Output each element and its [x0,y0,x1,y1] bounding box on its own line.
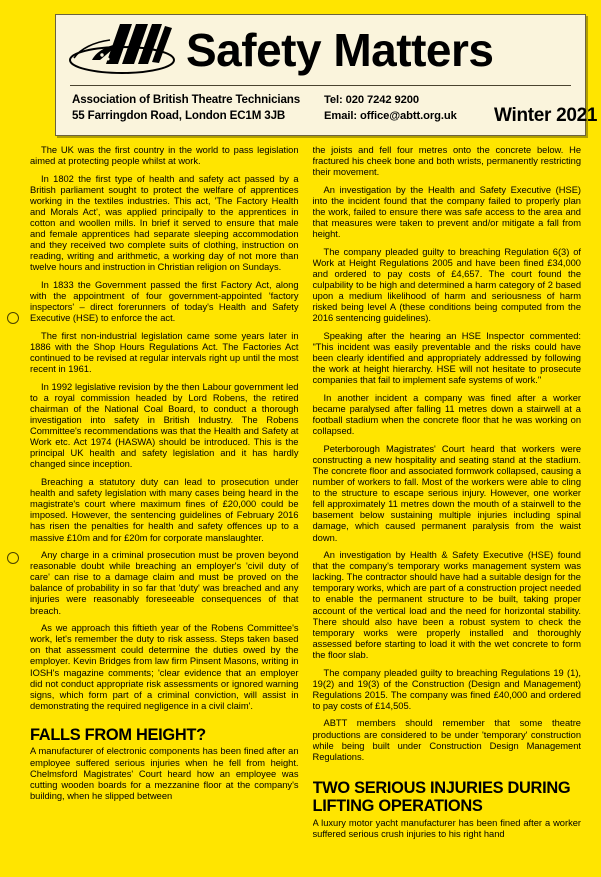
paragraph: In 1802 the first type of health and safety act passed by a British parliament sought to protect the welfare of apprentices working in the textiles industries. This act, 'The Factory Health and Morals Act', was applied principally to the apprentices in cotton and woollen mills. In brief it served to ensure that male and female apprentices had separate sleeping accommodation and they received two complete suits of clothing, instruction on reading, writing and arithmetic, a working day of not more than twelve hours and instruction in Christian religion on Sundays. [30,173,299,273]
paragraph: The company pleaded guilty to breaching Regulation 6(3) of Work at Height Regulations 2005 and have been fined £34,000 and ordered to pay costs of £4,657. The court found the culpability to be high and determined a harm category of 2 based upon a medium likelihood of harm and seriousness of harm risked being level A (these conditions being computed from the 2016 sentencing guidelines). [312,246,581,324]
contact-telephone: Tel: 020 7242 9200 [324,94,420,106]
issue-date: Winter 2021 [494,105,598,126]
paragraph: A manufacturer of electronic components has been fined after an employee suffered serious injuries when he fell from height. Chelmsford Magistrates' Court heard how an employee was cutting wooden boards for a mezzanine floor at the company's building, when he slipped between [30,746,299,801]
paragraph: In 1833 the Government passed the first Factory Act, along with the appointment of four government-appointed 'factory inspectors' – direct forerunners of today's Health and Safety Executive (HSE) to enforce the act. [30,280,299,324]
paragraph: Any charge in a criminal prosecution must be proven beyond reasonable doubt while breaching an employer's 'civil duty of care' can rise to a damage claim and must be proved on the balance of probability in so far that 'duty' was breached and any injuries were reasonably foreseeable consequences of that breach. [30,550,299,616]
paragraph: An investigation by Health & Safety Executive (HSE) found that the company's temporary works management system was lacking. The contractor should have had a suitable design for the temporary works, which are part of a construction project needed to enable the permanent structure to be built, taking proper account of the vertical load and the need for horizontal stability. There should also have been a robust system to check the temporary works were properly installed and thoroughly assessed before starting to load it with the wet concrete to form the floor slab. [312,550,581,660]
paragraph: A luxury motor yacht manufacturer has been fined after a worker suffered serious crush injuries to his right hand [312,817,581,839]
organisation-name: Association of British Theatre Technicians [72,93,300,106]
section-heading-falls-from-height: FALLS FROM HEIGHT? [30,725,206,744]
left-column [30,145,299,877]
paragraph: The company pleaded guilty to breaching Regulations 19 (1), 19(2) and 19(3) of the Construction (Design and Management) Regulations 2015. The company was fined £40,000 and ordered to pay costs of £14,505. [312,667,581,711]
masthead-info-row [56,86,598,127]
contact-details [324,92,494,124]
article-body [0,145,601,877]
organisation-address-line: 55 Farringdon Road, London EC1M 3JB [72,109,286,123]
paragraph: ABTT members should remember that some theatre productions are considered to be under 'temporary' construction while being built under Construction Design Management Regulations. [312,718,581,762]
paragraph: An investigation by the Health and Safety Executive (HSE) into the incident found that the company failed to properly plan the work, failed to ensure there was safe access to the area and that measures were taken to prevent and/or mitigate a fall from height. [312,184,581,240]
paragraph: In another incident a company was fined after a worker became paralysed after falling 11 metres down a stairwell at a football stadium when the concrete floor that he was working on collapsed. [312,392,581,437]
publication-title: Safety Matters [186,24,494,76]
masthead [55,14,598,136]
abtt-swoosh-logo-icon [62,22,182,80]
right-column [313,145,582,877]
paragraph: In 1992 legislative revision by the then Labour government led to a royal commission headed by Lord Robens, the retired chairman of the National Coal Board, to conduct a thorough investigation into safety in British Industry. The Robens Committee's recommendations was that the Health and Safety at Work etc. Act 1974 (HASWA) should be introduced. This is the principal UK health and safety legislation and it has hardly changed since inception. [30,381,299,470]
masthead-title-row [56,15,585,85]
contact-email: Email: office@abtt.org.uk [324,110,457,123]
section-heading-two-serious-injuries: TWO SERIOUS INJURIES DURING LIFTING OPERATIONS [312,778,571,816]
paragraph: As we approach this fiftieth year of the Robens Committee's work, let's remember the duty to risk assess. Steps taken based on that assessment could determine the duties owed by the employer. Kevin Bridges from law firm Pinsent Masons, writing in IOSH's magazine comments; 'clear evidence that an employer did not conduct appropriate risk assessments or ignored warning signs, which form part of a criminal conviction, will assist in demonstrating the required negligence in a civil claim'. [30,623,299,711]
paragraph: Peterborough Magistrates' Court heard that workers were constructing a new hospitality and seating stand at the stadium. The concrete floor and associated formwork collapsed, causing a number of workers to fall. Most of the workers were able to cling to the structure to escape serious injury. However, one worker fell approximately 11 metres down the mouth of a stairwell to the basement below sustaining multiple injuries including spinal damage, which caused permanent paralysis from the waist down. [312,443,581,543]
paragraph: Speaking after the hearing an HSE Inspector commented: "This incident was easily preventable and the risks could have been clearly identified and appropriately addressed by following the work at height hierarchy. HSE will not hesitate to prosecute companies that fail to implement safe systems of work." [312,330,581,386]
paragraph: The first non-industrial legislation came some years later in 1886 with the Shop Hours Regulations Act. The Factories Act continued to be revised at regular intervals right up until the most recent in 1961. [30,330,299,375]
paragraph: Breaching a statutory duty can lead to prosecution under health and safety legislation with many cases being heard in the magistrate's court where maximum fines of £20,000 could be imposed. However, the sentencing guidelines of February 2016 has risen the penalties for health and safety offences up to a massive £10m and for £20m for corporate manslaughter. [30,477,299,543]
paragraph: The UK was the first country in the world to pass legislation aimed at protecting people whilst at work. [30,145,299,167]
organisation-address [72,92,324,125]
paragraph: the joists and fell four metres onto the concrete below. He fractured his cheek bone and both wrists, permanently restricting their movement. [312,145,581,178]
